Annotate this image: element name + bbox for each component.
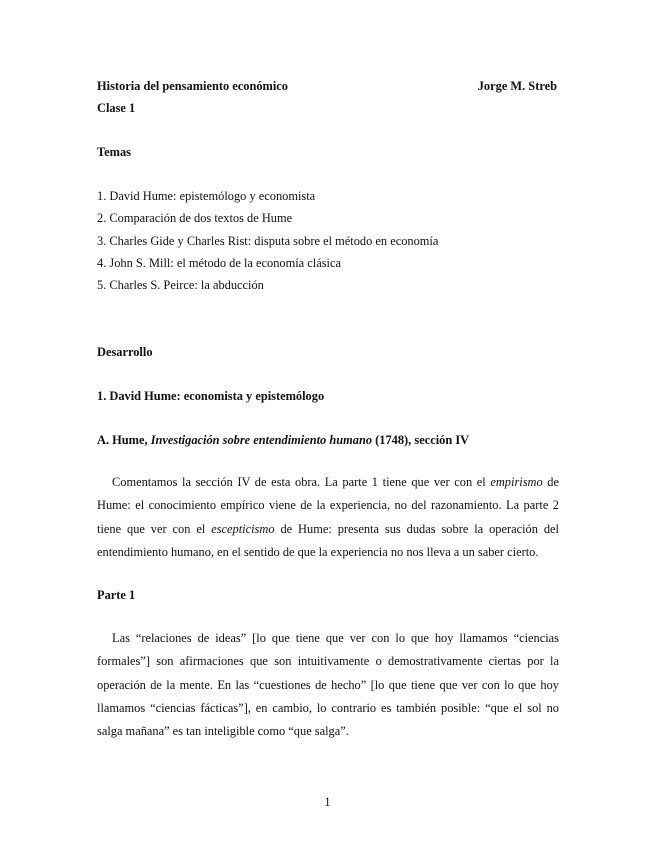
course-title: Historia del pensamiento económico [97,79,289,93]
page-number: 1 [324,795,331,809]
temas-item: 4. John S. Mill: el método de la economía clásica [97,256,341,270]
intro-paragraph [97,471,559,564]
section-heading: 1. David Hume: economista y epistemólogo [97,389,325,403]
subsection-prefix: A. Hume, [97,433,151,447]
author-name: Jorge M. Streb [477,79,557,93]
temas-item: 3. Charles Gide y Charles Rist: disputa sobre el método en economía [97,234,439,248]
temas-item: 2. Comparación de dos textos de Hume [97,211,293,225]
paragraph-text: Comentamos la sección IV de esta obra. La parte 1 tiene que ver con el [112,475,491,489]
subsection-heading [97,433,469,448]
temas-item: 5. Charles S. Peirce: la abducción [97,278,264,292]
class-label: Clase 1 [97,101,136,115]
emphasis-empirismo: empirismo [490,475,543,489]
temas-item: 1. David Hume: epistemólogo y economista [97,189,316,203]
temas-heading: Temas [97,145,131,159]
paragraph-text: de Hume: el conocimiento empírico viene de la experiencia, no del razonamiento. La parte 2 tiene que ver con el [97,475,560,536]
parte1-heading: Parte 1 [97,588,136,602]
desarrollo-heading: Desarrollo [97,345,153,359]
subsection-book-title: Investigación sobre entendimiento humano [150,433,373,447]
emphasis-escepticismo: escepticismo [211,521,275,536]
parte1-paragraph: Las “relaciones de ideas” [lo que tiene que ver con lo que hoy llamamos “ciencias formales”] son afirmaciones que son intuitivamente o demostrativamente ciertas por la operación de la mente. En las “cuestiones de hecho” [lo que tiene que ver con lo que hoy llamamos “ciencias fácticas”], en cambio, lo contrario es también posible: “que el sol no salga mañana” es tan inteligible como “que salga”. [97,631,559,739]
subsection-suffix: (1748), sección IV [372,433,470,447]
paragraph-text: de Hume: presenta sus dudas sobre la operación del entendimiento humano, en el sentido de que la experiencia no nos lleva a un saber cierto. [97,521,559,559]
